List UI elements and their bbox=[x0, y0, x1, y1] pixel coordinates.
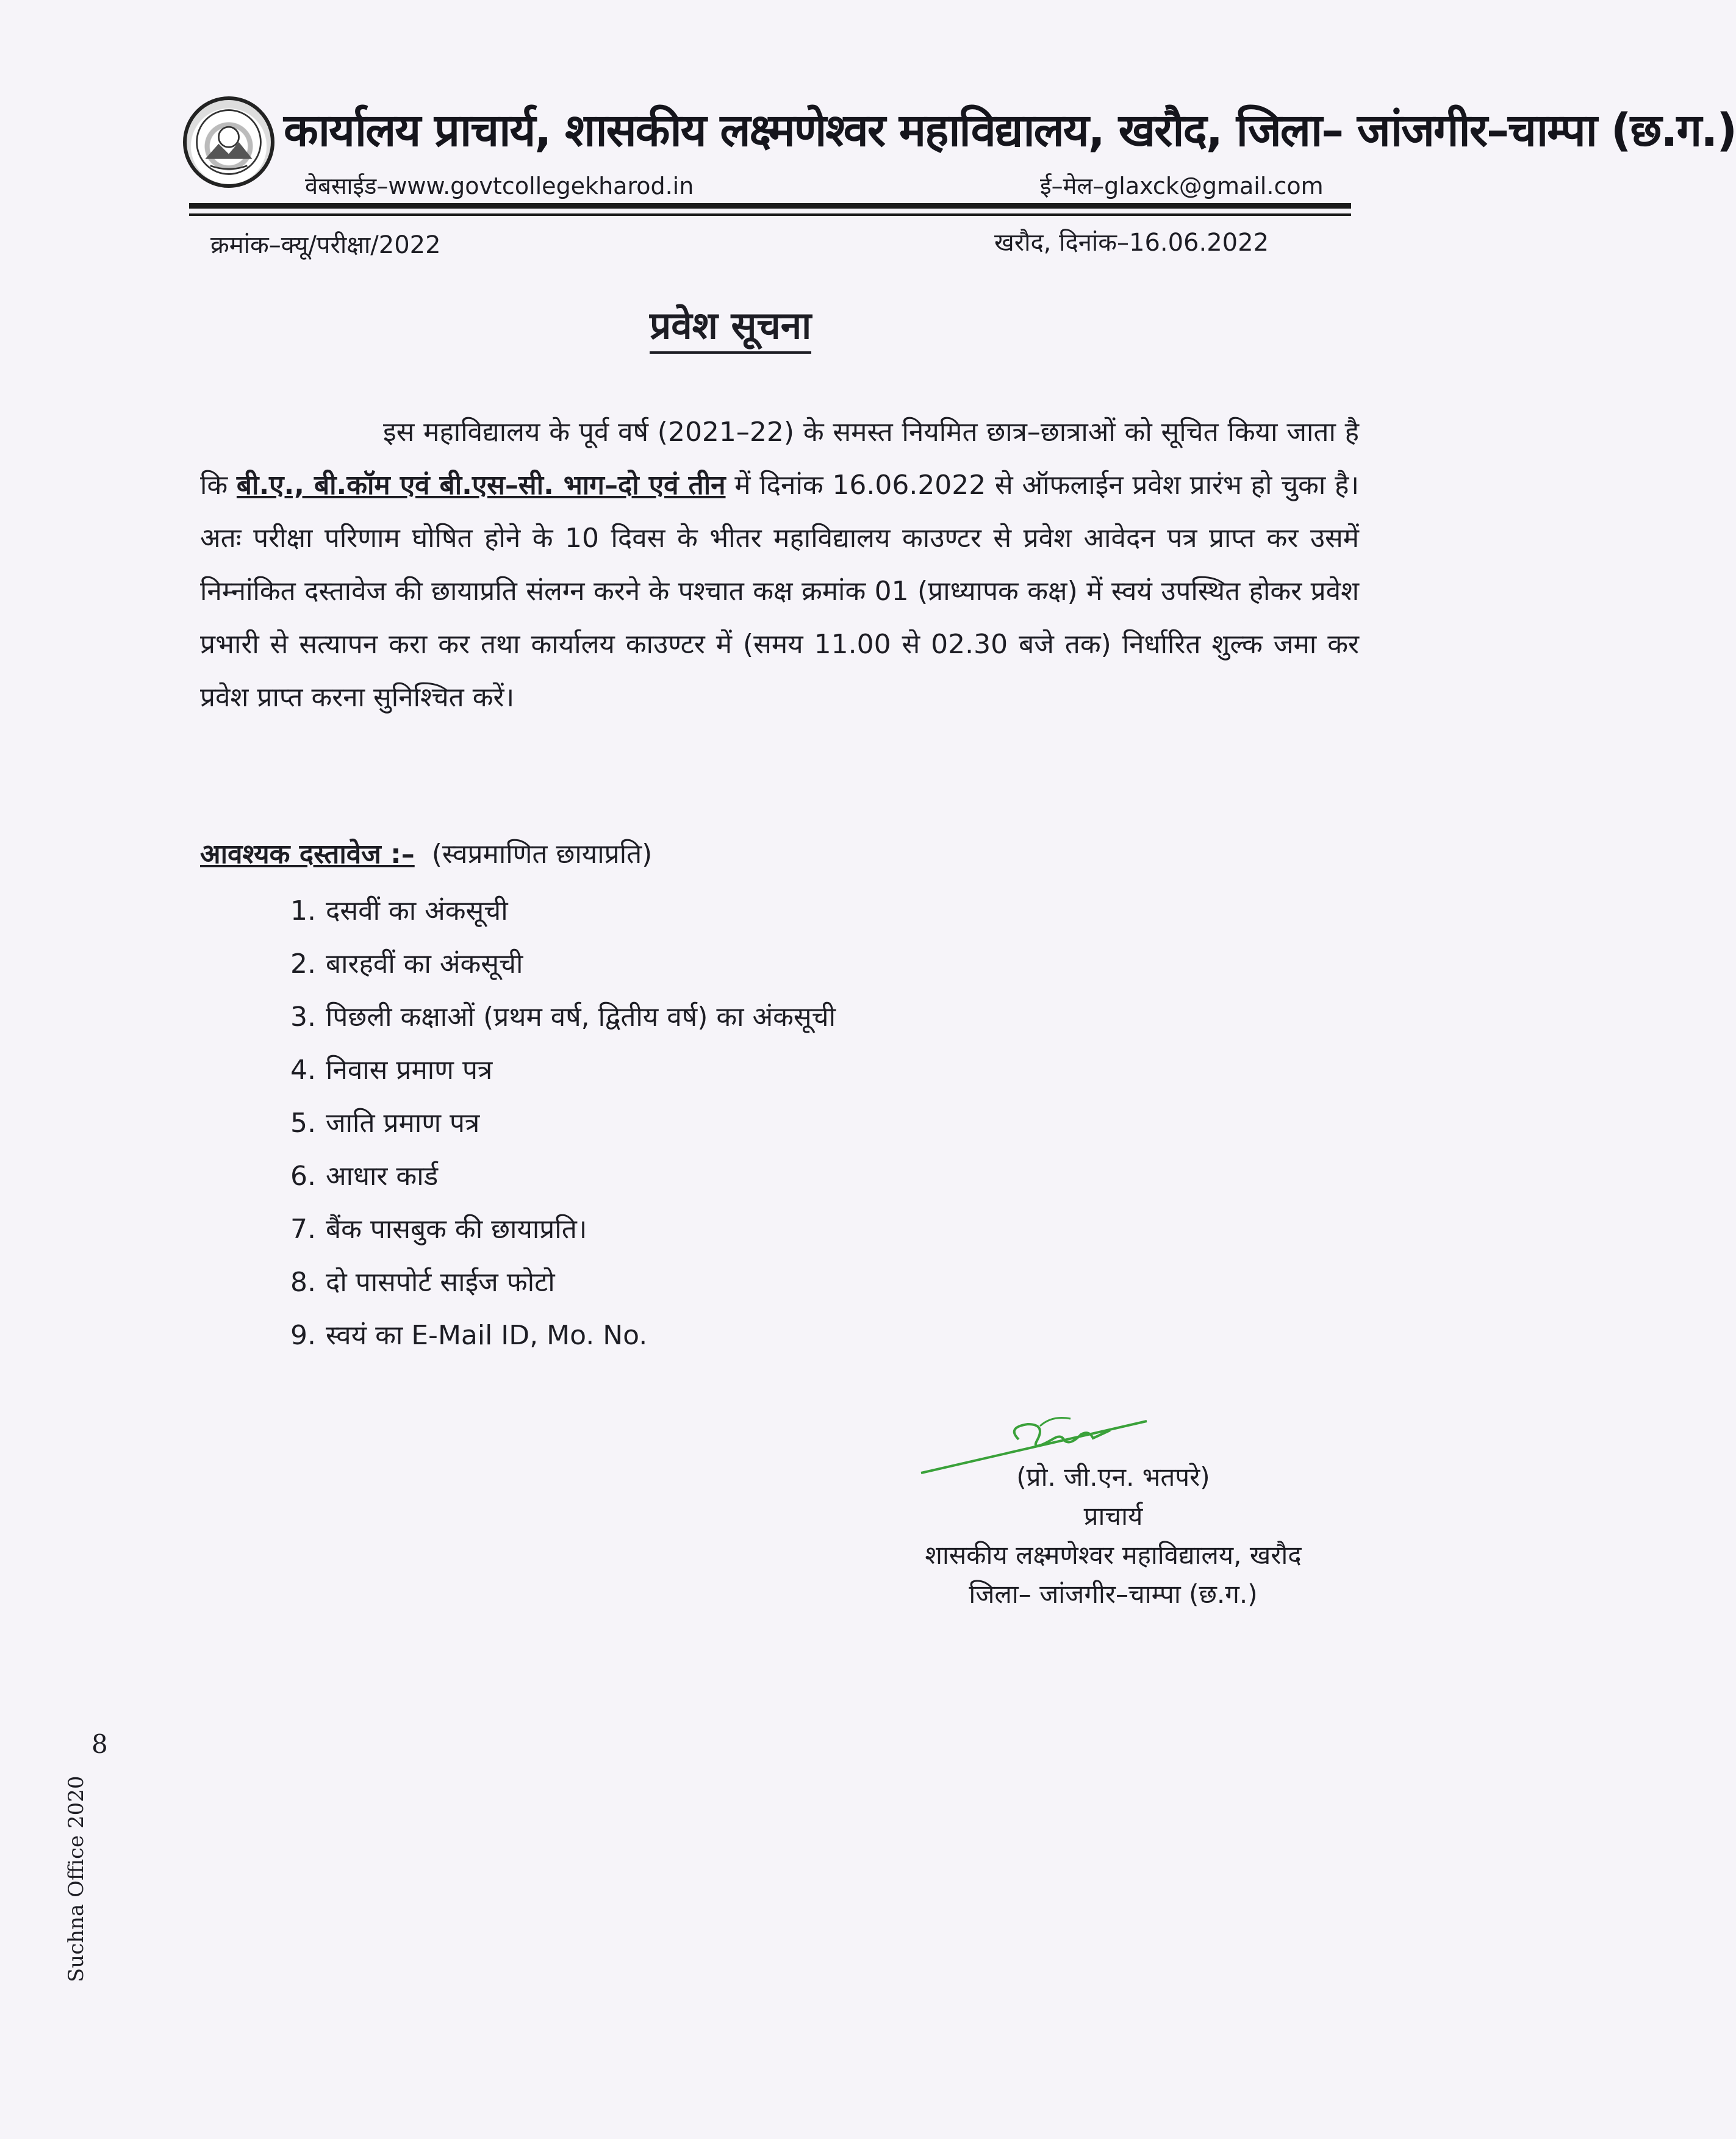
list-item bbox=[290, 1044, 836, 1097]
notice-courses: बी.ए., बी.कॉम एवं बी.एस–सी. भाग–दो एवं तीन bbox=[236, 470, 726, 501]
list-item-number: 7. bbox=[290, 1214, 316, 1245]
list-item-number: 3. bbox=[290, 1001, 316, 1033]
list-item bbox=[290, 1309, 836, 1362]
header-divider-thin bbox=[189, 213, 1351, 216]
margin-footer-text: Suchna Office 2020 bbox=[64, 1775, 88, 1982]
list-item-number: 1. bbox=[290, 895, 316, 926]
college-seal-logo bbox=[183, 96, 274, 188]
documents-heading-note: (स्वप्रमाणित छायाप्रति) bbox=[431, 839, 653, 870]
list-item bbox=[290, 991, 836, 1044]
list-item bbox=[290, 1097, 836, 1150]
list-item-text: स्वयं का E-Mail ID, Mo. No. bbox=[326, 1320, 648, 1351]
list-item bbox=[290, 1256, 836, 1309]
list-item bbox=[290, 1150, 836, 1203]
notice-body bbox=[200, 406, 1359, 724]
signatory-name: (प्रो. जी.एन. भतपरे) bbox=[1016, 1462, 1210, 1492]
list-item-text: बारहवीं का अंकसूची bbox=[326, 948, 523, 980]
header-divider bbox=[189, 203, 1351, 209]
list-item-text: दसवीं का अंकसूची bbox=[326, 895, 508, 926]
list-item-text: बैंक पासबुक की छायाप्रति। bbox=[326, 1214, 587, 1245]
notice-body-part1: इस महाविद्यालय के पूर्व वर्ष (2021–22) के समस्त नियमित छात्र–छात्राओं को सूचित किया जाता है कि bbox=[200, 417, 1359, 501]
documents-heading-label: आवश्यक दस्तावेज :– bbox=[200, 839, 415, 870]
list-item-number: 9. bbox=[290, 1320, 316, 1351]
signatory-block bbox=[851, 1458, 1376, 1614]
notice-heading: प्रवेश सूचना bbox=[650, 299, 811, 354]
list-item-text: पिछली कक्षाओं (प्रथम वर्ष, द्वितीय वर्ष) का अंकसूची bbox=[326, 1001, 836, 1033]
reference-number: क्रमांक–क्यू/परीक्षा/2022 bbox=[210, 231, 441, 259]
signatory-designation: प्राचार्य bbox=[1083, 1501, 1143, 1531]
email-text: ई–मेल–glaxck@gmail.com bbox=[1040, 173, 1324, 199]
place-date: खरौद, दिनांक–16.06.2022 bbox=[994, 229, 1269, 257]
list-item-number: 2. bbox=[290, 948, 316, 980]
documents-heading bbox=[200, 834, 652, 871]
office-title: कार्यालय प्राचार्य, शासकीय लक्ष्मणेश्वर महाविद्यालय, खरौद, जिला– जांजगीर–चाम्पा (छ.ग.) bbox=[284, 104, 1736, 157]
notice-body-part2: में दिनांक 16.06.2022 से ऑफलाईन प्रवेश प्रारंभ हो चुका है। अतः परीक्षा परिणाम घोषित होने के 10 दिवस के भीतर महाविद्यालय काउण्टर से प्रवेश आवेदन पत्र प्राप्त कर उसमें निम्नांकित दस्तावेज की छायाप्रति संलग्न करने के पश्चात कक्ष क्रमांक 01 (प्राध्यापक कक्ष) में स्वयं उपस्थित होकर प्रवेश प्रभारी से सत्यापन करा कर तथा कार्यालय काउण्टर में (समय 11.00 से 02.30 बजे तक) निर्धारित शुल्क जमा कर प्रवेश प्राप्त करना सुनिश्चित करें। bbox=[200, 470, 1360, 713]
list-item-text: निवास प्रमाण पत्र bbox=[326, 1055, 493, 1086]
documents-list bbox=[290, 884, 836, 1362]
list-item bbox=[290, 1203, 836, 1256]
list-item-number: 8. bbox=[290, 1267, 316, 1298]
list-item bbox=[290, 937, 836, 991]
list-item-text: दो पासपोर्ट साईज फोटो bbox=[326, 1267, 555, 1298]
signatory-district: जिला– जांजगीर–चाम्पा (छ.ग.) bbox=[969, 1579, 1258, 1609]
list-item-number: 6. bbox=[290, 1161, 316, 1192]
margin-page-number: 8 bbox=[91, 1729, 108, 1759]
list-item-text: आधार कार्ड bbox=[326, 1161, 439, 1192]
list-item bbox=[290, 884, 836, 937]
list-item-number: 4. bbox=[290, 1055, 316, 1086]
list-item-number: 5. bbox=[290, 1108, 316, 1139]
list-item-text: जाति प्रमाण पत्र bbox=[326, 1108, 480, 1139]
signatory-institution: शासकीय लक्ष्मणेश्वर महाविद्यालय, खरौद bbox=[925, 1540, 1302, 1570]
website-text: वेबसाईड–www.govtcollegekharod.in bbox=[305, 173, 694, 199]
